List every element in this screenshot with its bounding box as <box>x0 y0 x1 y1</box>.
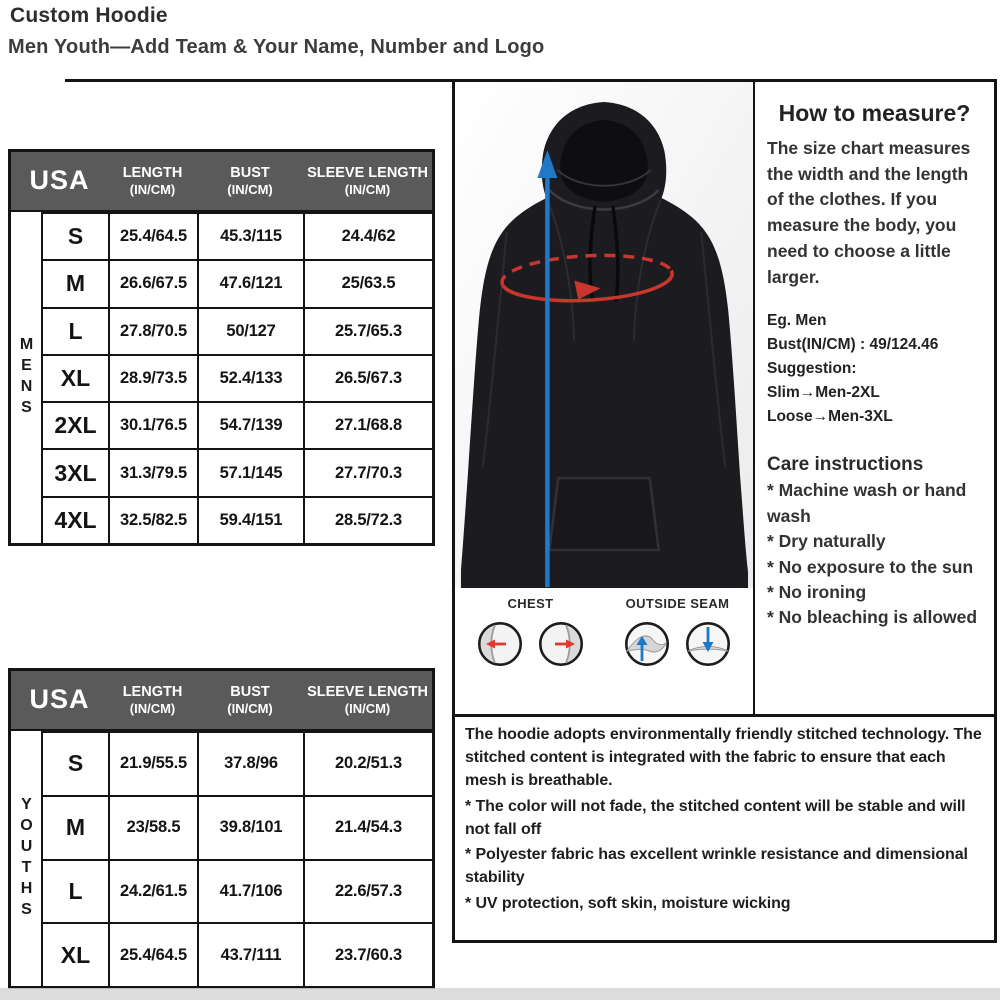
fabric-description-line: * The color will not fade, the stitched content will be stable and will not fall off <box>465 797 966 838</box>
length-cell: 24.2/61.5 <box>108 861 197 923</box>
size-cell: S <box>67 750 84 777</box>
sleeve-cell: 22.6/57.3 <box>303 861 432 923</box>
bust-cell: 37.8/96 <box>197 733 303 795</box>
header-bust <box>197 683 303 717</box>
bust-cell: 45.3/115 <box>197 214 303 259</box>
how-to-measure-panel <box>755 82 994 714</box>
bust-cell: 52.4/133 <box>197 356 303 401</box>
sizing-example-line: Slim→Men-2XL <box>767 384 880 402</box>
mens-table-header <box>11 152 432 212</box>
mens-size-table <box>8 149 435 546</box>
header-length-unit: (IN/CM) <box>129 700 176 716</box>
table-row <box>43 496 432 543</box>
care-instruction-item: * Machine wash or hand wash <box>767 480 967 526</box>
header-sleeve <box>303 164 432 198</box>
size-cell: L <box>68 317 83 344</box>
size-cell: 4XL <box>54 506 97 533</box>
header-bust <box>197 164 303 198</box>
measure-icons-area <box>455 588 753 714</box>
table-row <box>43 307 432 354</box>
header-length <box>108 683 197 717</box>
table-row <box>43 212 432 259</box>
bust-cell: 43.7/111 <box>197 924 303 986</box>
care-instructions-heading: Care instructions <box>767 454 924 476</box>
mens-rows <box>43 212 432 543</box>
care-instruction-item: * No bleaching is allowed <box>767 607 978 628</box>
hoodie-column <box>455 82 755 714</box>
length-cell: 21.9/55.5 <box>108 733 197 795</box>
bust-cell: 47.6/121 <box>197 261 303 306</box>
length-cell: 25.4/64.5 <box>108 214 197 259</box>
sizing-example-line: Loose→Men-3XL <box>767 408 893 426</box>
sleeve-cell: 24.4/62 <box>303 214 432 259</box>
sleeve-cell: 27.1/68.8 <box>303 403 432 448</box>
table-row <box>43 259 432 306</box>
chest-label: CHEST <box>507 596 554 611</box>
size-cell: 2XL <box>54 412 97 439</box>
size-cell: M <box>65 814 86 841</box>
length-cell: 26.6/67.5 <box>108 261 197 306</box>
youths-rows <box>43 731 432 986</box>
table-row <box>43 922 432 986</box>
header-usa: USA <box>29 684 90 715</box>
sleeve-cell: 21.4/54.3 <box>303 797 432 859</box>
sleeve-cell: 25/63.5 <box>303 261 432 306</box>
length-cell: 30.1/76.5 <box>108 403 197 448</box>
page-subtitle: Men Youth—Add Team & Your Name, Number and Logo <box>8 36 545 58</box>
outside-seam-label: OUTSIDE SEAM <box>625 596 730 611</box>
care-instruction-item: * No ironing <box>767 581 867 602</box>
mens-group-label: MENS <box>11 212 43 543</box>
header-sleeve <box>303 683 432 717</box>
fabric-description-line: * Polyester fabric has excellent wrinkle resistance and dimensional stability <box>465 846 968 887</box>
size-cell: XL <box>60 941 91 968</box>
bust-cell: 50/127 <box>197 309 303 354</box>
care-instruction-item: * Dry naturally <box>767 531 886 552</box>
length-cell: 25.4/64.5 <box>108 924 197 986</box>
bust-cell: 41.7/106 <box>197 861 303 923</box>
header-length-label: LENGTH <box>122 683 183 700</box>
care-instructions-list <box>767 478 982 630</box>
header-sleeve-label: SLEEVE LENGTH <box>307 164 428 181</box>
bust-cell: 59.4/151 <box>197 498 303 543</box>
hoodie-illustration <box>455 82 753 588</box>
sleeve-cell: 23.7/60.3 <box>303 924 432 986</box>
measure-panel <box>452 79 997 714</box>
table-row <box>43 859 432 923</box>
header-bust-label: BUST <box>230 164 270 181</box>
circle-fold-arrow-up-blue-icon <box>623 620 671 668</box>
sizing-example-line: Bust(IN/CM) : 49/124.46 <box>767 336 939 354</box>
size-cell: L <box>68 877 83 904</box>
youths-group-label: YOUTHS <box>11 731 43 986</box>
header-bust-unit: (IN/CM) <box>227 700 273 716</box>
header-bust-label: BUST <box>230 683 270 700</box>
bottom-gray-bar <box>0 988 1000 1000</box>
header-length-label: LENGTH <box>122 164 183 181</box>
header-usa: USA <box>29 165 90 196</box>
table-row <box>43 795 432 859</box>
sleeve-cell: 28.5/72.3 <box>303 498 432 543</box>
bust-cell: 54.7/139 <box>197 403 303 448</box>
header-sleeve-label: SLEEVE LENGTH <box>307 683 428 700</box>
fabric-description-line: * UV protection, soft skin, moisture wicking <box>465 895 791 913</box>
bust-cell: 57.1/145 <box>197 450 303 495</box>
header-sleeve-unit: (IN/CM) <box>344 181 391 197</box>
header-bust-unit: (IN/CM) <box>227 181 273 197</box>
length-cell: 31.3/79.5 <box>108 450 197 495</box>
header-length-unit: (IN/CM) <box>129 181 176 197</box>
length-cell: 23/58.5 <box>108 797 197 859</box>
header-length <box>108 164 197 198</box>
outside-seam-icon-group <box>623 596 732 714</box>
header-sleeve-unit: (IN/CM) <box>344 700 391 716</box>
how-to-measure-heading: How to measure? <box>778 100 971 126</box>
fabric-description-box <box>452 714 997 943</box>
sizing-example-block <box>767 309 982 429</box>
care-instruction-item: * No exposure to the sun <box>767 556 974 577</box>
sleeve-cell: 27.7/70.3 <box>303 450 432 495</box>
sleeve-cell: 26.5/67.3 <box>303 356 432 401</box>
size-cell: XL <box>60 364 91 391</box>
youths-table-header <box>11 671 432 731</box>
size-cell: 3XL <box>54 459 97 486</box>
sleeve-cell: 20.2/51.3 <box>303 733 432 795</box>
circle-seam-arrow-left-red-icon <box>476 620 524 668</box>
size-cell: M <box>65 270 86 297</box>
hoodie-photo <box>455 82 753 588</box>
sizing-example-line: Eg. Men <box>767 312 827 330</box>
youths-table-body <box>11 731 432 986</box>
table-row <box>43 448 432 495</box>
how-to-measure-paragraph: The size chart measures the width and the length of the clothes. If you measure the body, you need to choose a little larger. <box>767 138 971 287</box>
table-row <box>43 731 432 795</box>
length-cell: 28.9/73.5 <box>108 356 197 401</box>
length-cell: 27.8/70.5 <box>108 309 197 354</box>
circle-seam-arrow-right-red-icon <box>537 620 585 668</box>
mens-table-body <box>11 212 432 543</box>
length-cell: 32.5/82.5 <box>108 498 197 543</box>
bust-cell: 39.8/101 <box>197 797 303 859</box>
youths-size-table <box>8 668 435 989</box>
table-row <box>43 401 432 448</box>
sleeve-cell: 25.7/65.3 <box>303 309 432 354</box>
size-cell: S <box>67 223 84 250</box>
circle-fold-arrow-down-blue-icon <box>684 620 732 668</box>
fabric-description-line: The hoodie adopts environmentally friendly stitched technology. The stitched content is integrated with the fabric to ensure that each mesh is breathable. <box>465 726 982 789</box>
page-title: Custom Hoodie <box>10 4 168 27</box>
chest-icon-group <box>476 596 585 714</box>
table-row <box>43 354 432 401</box>
sizing-example-line: Suggestion: <box>767 360 857 378</box>
